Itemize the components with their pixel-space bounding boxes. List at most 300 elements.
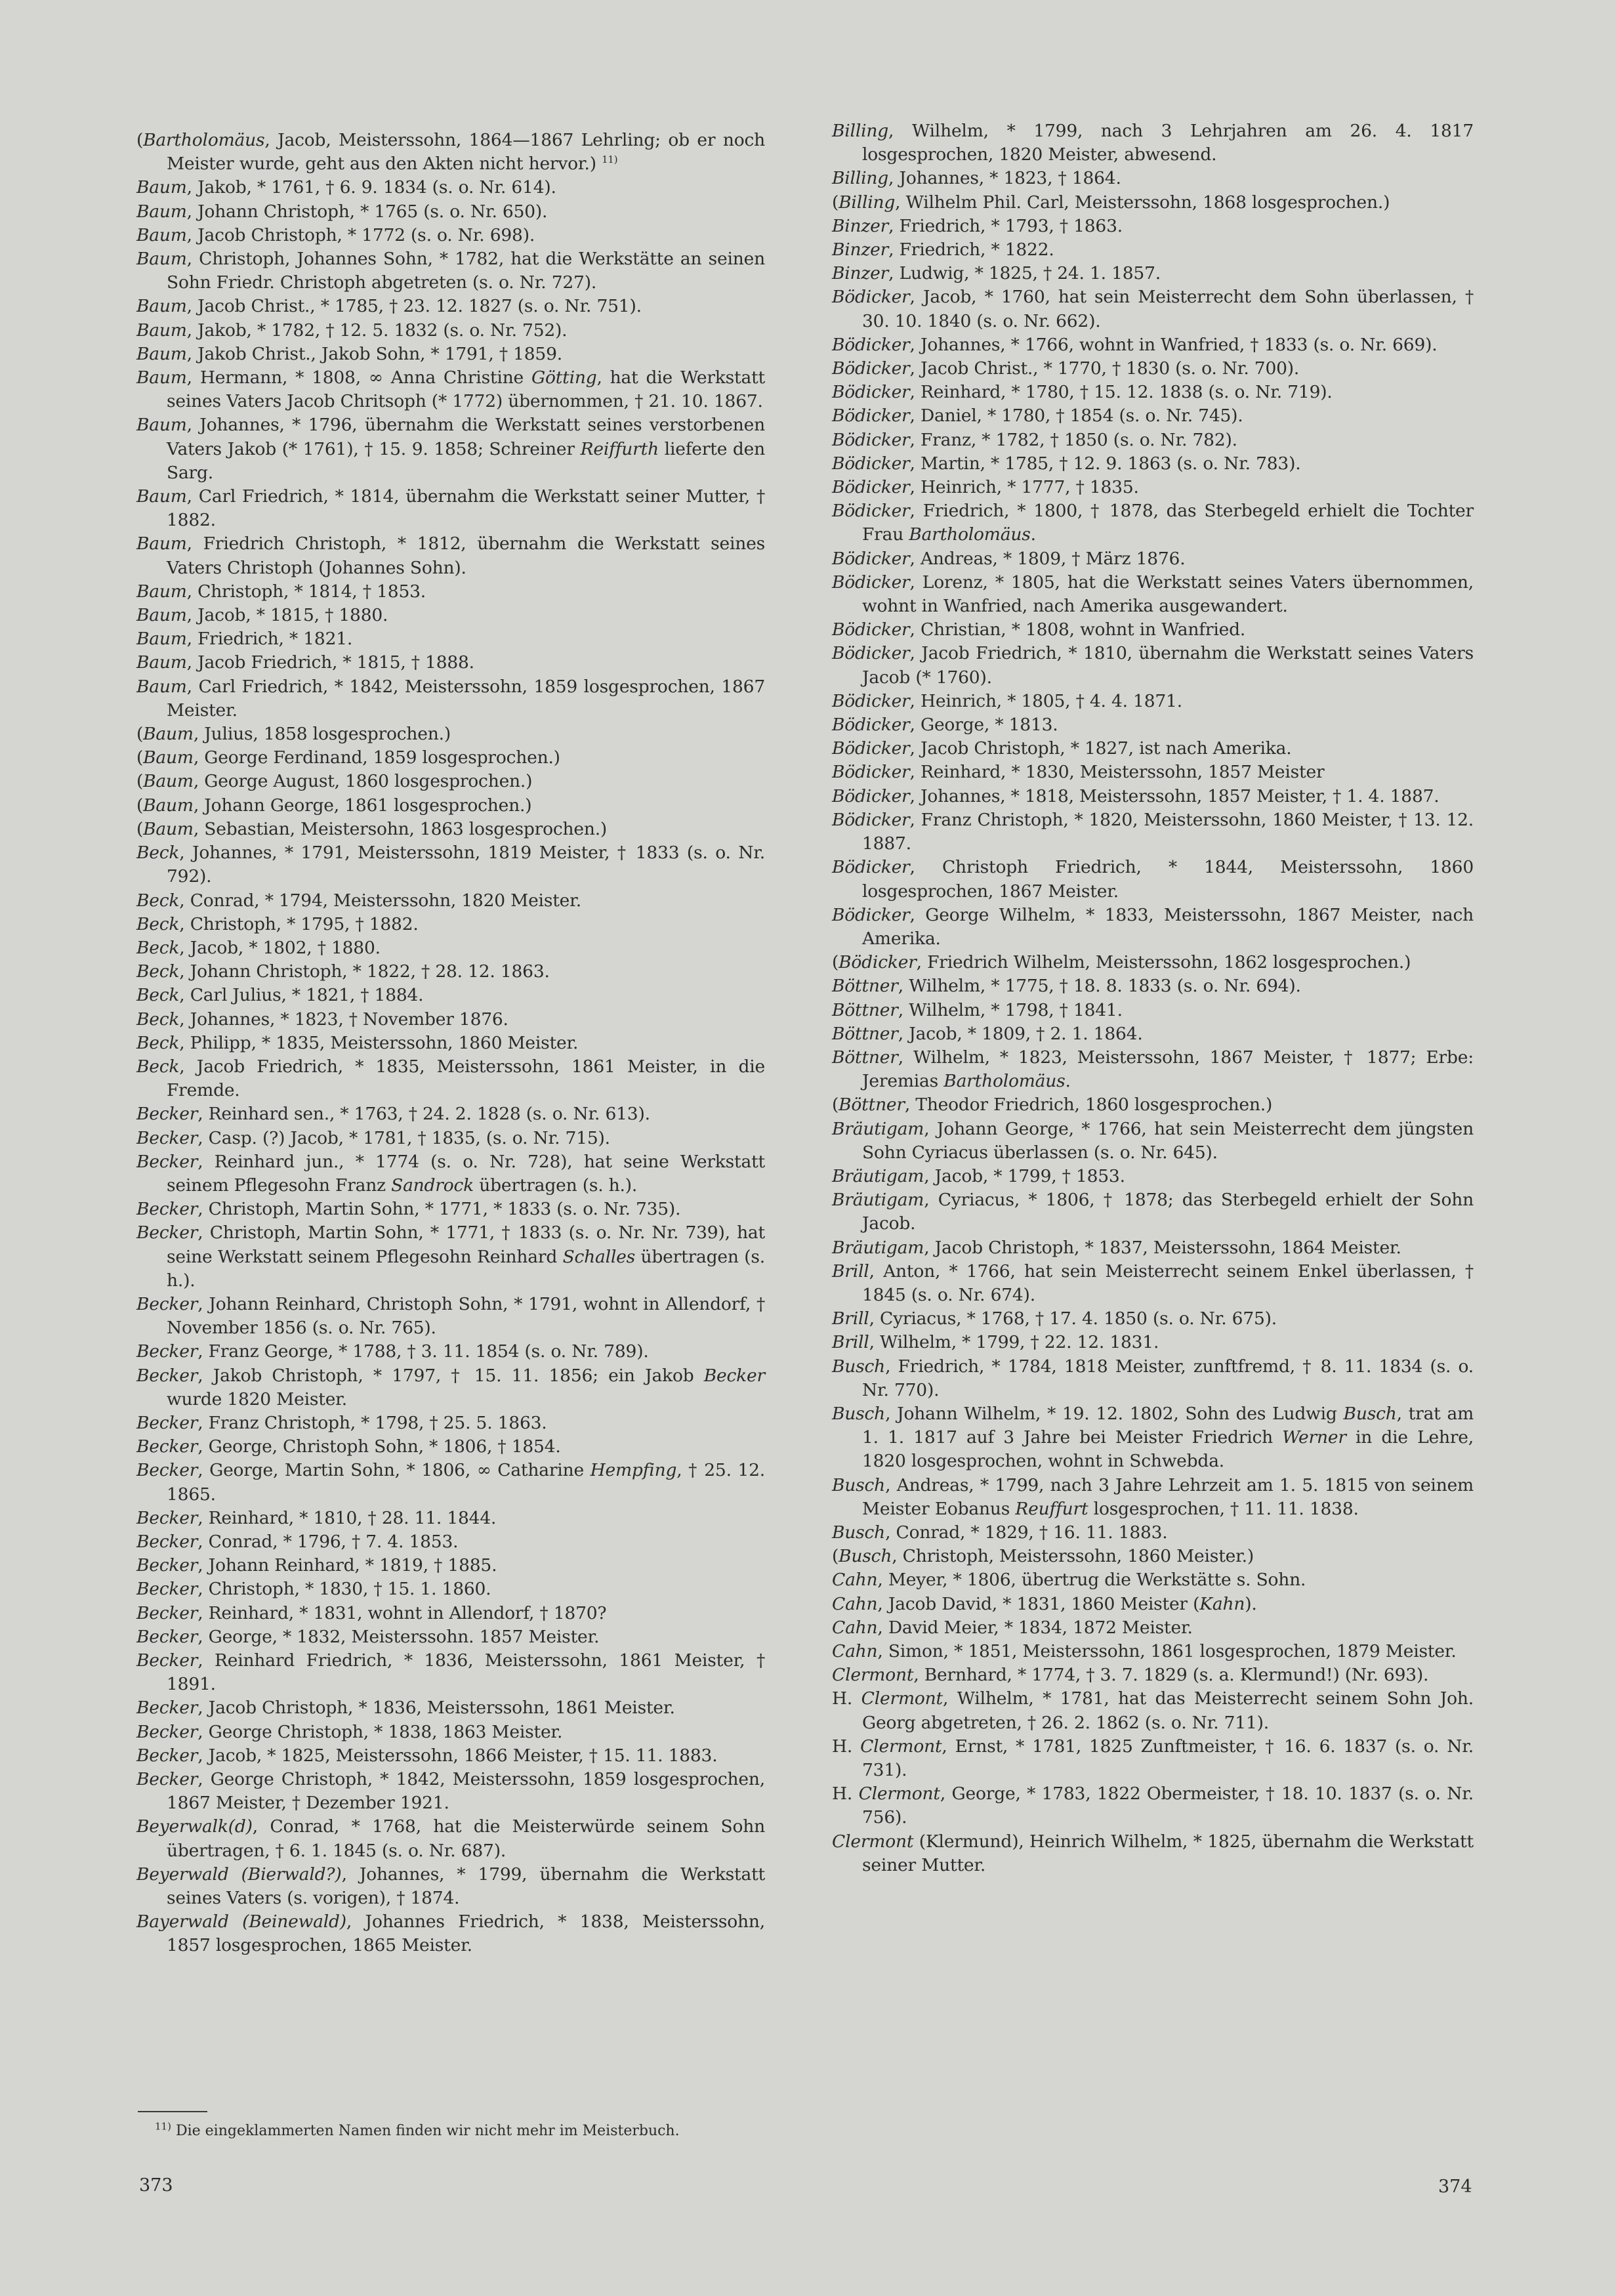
- entry-text: , Christian, * 1808, wohnt in Wanfried.: [909, 619, 1246, 640]
- entry-text: , Jakob Christoph, * 1797, † 15. 11. 1856; ein Jakob: [197, 1365, 704, 1386]
- entry-text: , Jacob, Meisterssohn, 1864—1867 Lehrling; ob er noch Meister wurde, geht aus den Akten nicht hervor.): [167, 130, 765, 175]
- surname-italic: Hempfing: [590, 1460, 677, 1481]
- entry-text: , Friedrich Wilhelm, Meisterssohn, 1862 losgesprochen.): [916, 952, 1411, 973]
- entry-text: , Christoph, Johannes Sohn, * 1782, hat die Werkstätte an seinen Sohn Friedr. Christoph abgetreten (s. o. Nr. 727).: [167, 249, 765, 293]
- entry-text: , Wilhelm, * 1775, † 18. 8. 1833 (s. o. Nr. 694).: [898, 976, 1301, 997]
- surname-italic: Clermont: [832, 1831, 914, 1852]
- register-entry: [136, 1127, 765, 1150]
- surname-italic: Böttner: [832, 999, 898, 1020]
- entry-text: , Johann Reinhard, Christoph Sohn, * 1791, wohnt in Allendorf, † November 1856 (s. o. Nr. 765).: [167, 1293, 765, 1339]
- surname-italic: Baum: [136, 652, 187, 673]
- entry-text: (: [832, 1095, 839, 1116]
- register-entry: [832, 476, 1474, 499]
- entry-text: (: [136, 747, 144, 768]
- surname-italic: Becker: [136, 1222, 198, 1243]
- register-entry: [136, 818, 765, 841]
- surname-italic: Böttner: [832, 976, 898, 997]
- surname-italic: Beck: [136, 961, 180, 982]
- entry-text: , Hermann, * 1808, ∞ Anna Christine: [186, 367, 531, 388]
- entry-text: , Friedrich, * 1784, 1818 Meister, zunftfremd, † 8. 11. 1834 (s. o. Nr. 770).: [862, 1356, 1474, 1400]
- entry-text: , Christoph Friedrich, * 1844, Meisterssohn, 1860 losgesprochen, 1867 Meister.: [862, 857, 1474, 902]
- entry-text: , Jakob Christ., Jakob Sohn, * 1791, † 1859.: [186, 343, 562, 364]
- register-entry: [136, 1293, 765, 1340]
- register-entry: [136, 1364, 765, 1411]
- entry-text: , Daniel, * 1780, † 1854 (s. o. Nr. 745).: [909, 406, 1243, 427]
- surname-italic: Bödicker: [832, 358, 910, 379]
- register-entry: [136, 129, 765, 176]
- surname-italic: Werner: [1282, 1427, 1346, 1448]
- register-entry: [832, 1355, 1474, 1402]
- surname-italic: Bödicker: [832, 904, 910, 925]
- register-entry: [832, 1331, 1474, 1354]
- register-entry: [136, 1459, 765, 1506]
- register-entry: [832, 1735, 1474, 1782]
- register-entry: [136, 1744, 765, 1768]
- register-entry: [832, 285, 1474, 333]
- entry-text: , Jacob, * 1760, hat sein Meisterrecht dem Sohn überlassen, † 30. 10. 1840 (s. o. Nr. 662).: [862, 287, 1474, 331]
- register-entry: [832, 1545, 1474, 1568]
- entry-text: , Christoph, * 1830, † 15. 1. 1860.: [197, 1579, 491, 1600]
- entry-text: , Bernhard, * 1774, † 3. 7. 1829 (s. a. Klermund!) (Nr. 693).: [913, 1665, 1429, 1686]
- entry-text: , Jacob, * 1809, † 2. 1. 1864.: [898, 1023, 1143, 1044]
- register-entry: [832, 262, 1474, 285]
- register-entry: [832, 119, 1474, 167]
- register-entry: [136, 1721, 765, 1744]
- entry-text: , Johann Christoph, * 1822, † 28. 12. 1863.: [179, 961, 550, 982]
- entry-text: , George Wilhelm, * 1833, Meisterssohn, 1867 Meister, nach Amerika.: [862, 904, 1474, 949]
- surname-italic: Clermont: [858, 1784, 940, 1805]
- surname-italic: Becker: [136, 1127, 198, 1148]
- entry-text: , Jacob Friedrich, * 1810, übernahm die Werkstatt seines Vaters Jacob (* 1760).: [862, 643, 1474, 688]
- entry-text: , Conrad, * 1796, † 7. 4. 1853.: [197, 1531, 459, 1552]
- surname-italic: Brill: [832, 1332, 869, 1353]
- entry-text: , trat am 1. 1. 1817 auf 3 Jahre bei Meister Friedrich: [862, 1403, 1474, 1448]
- entry-text: , Wilhelm, * 1799, † 22. 12. 1831.: [869, 1332, 1159, 1353]
- entry-text: , Jacob Friedrich, * 1835, Meisterssohn, 1861 Meister, in die Fremde.: [167, 1056, 765, 1101]
- surname-italic: Beyerwalk(d): [136, 1816, 253, 1837]
- entry-text: losgesprochen, † 11. 11. 1838.: [1088, 1498, 1359, 1519]
- register-entry: [832, 1593, 1474, 1616]
- register-entry: [832, 642, 1474, 689]
- entry-text: lieferte den Sarg.: [167, 438, 765, 483]
- surname-italic: Böttner: [832, 1023, 898, 1044]
- entry-text: , Jacob, * 1802, † 1880.: [179, 937, 381, 958]
- page-number-right: 374: [1438, 2177, 1472, 2197]
- register-entry: [832, 737, 1474, 761]
- entry-text: ).: [1245, 1593, 1257, 1614]
- surname-italic: Bräutigam: [832, 1118, 924, 1139]
- register-entry: [832, 1093, 1474, 1117]
- register-entry: [136, 1102, 765, 1126]
- entry-text: , Meyer, * 1806, übertrug die Werkstätte s. Sohn.: [877, 1570, 1306, 1591]
- register-entry: [136, 1008, 765, 1032]
- surname-italic: Becker: [136, 1602, 198, 1623]
- entry-text: , Cyriacus, * 1768, † 17. 4. 1850 (s. o. Nr. 675).: [869, 1308, 1277, 1329]
- surname-italic: Becker: [136, 1199, 198, 1220]
- entry-text: , Jacob Christoph, * 1837, Meisterssohn, 1864 Meister.: [924, 1237, 1401, 1258]
- register-entry: [136, 1340, 765, 1364]
- entry-text: , Johannes Friedrich, * 1838, Meisterssohn, 1857 losgesprochen, 1865 Meister.: [167, 1911, 765, 1956]
- surname-italic: Bartholomäus: [143, 130, 265, 150]
- entry-text: , Conrad, * 1794, Meisterssohn, 1820 Meister.: [179, 890, 581, 911]
- surname-italic: Bödicker: [832, 738, 910, 759]
- entry-text: , Johannes, * 1796, übernahm die Werkstatt seines verstorbenen Vaters Jakob (* 1761), † 15. 9. 1858; Schreiner: [167, 415, 765, 459]
- surname-italic: Schalles: [562, 1246, 636, 1267]
- entry-text: H.: [832, 1736, 861, 1757]
- entry-text: , Reinhard, * 1830, Meisterssohn, 1857 Meister: [909, 762, 1325, 783]
- register-entry: [832, 357, 1474, 381]
- entry-text: , Ernst, * 1781, 1825 Zunftmeister, † 16. 6. 1837 (s. o. Nr. 731).: [862, 1736, 1474, 1781]
- entry-text: , Andreas, * 1809, † März 1876.: [909, 548, 1186, 569]
- entry-text: , Carl Friedrich, * 1842, Meisterssohn, 1859 losgesprochen, 1867 Meister.: [167, 676, 765, 720]
- entry-text: (: [136, 130, 144, 150]
- register-entry: [832, 1782, 1474, 1829]
- entry-text: , Wilhelm, * 1781, hat das Meisterrecht seinem Sohn Joh. Georg abgetreten, † 26. 2. 1862 (s. o. Nr. 711).: [862, 1688, 1474, 1733]
- register-entry: [136, 1625, 765, 1649]
- surname-italic: Baum: [143, 724, 194, 745]
- entry-text: , Jacob Christoph, * 1836, Meisterssohn, 1861 Meister.: [197, 1698, 675, 1719]
- entry-text: , Heinrich, * 1805, † 4. 4. 1871.: [909, 690, 1182, 711]
- surname-italic: Beck: [136, 1056, 180, 1077]
- entry-text: , Johann Reinhard, * 1819, † 1885.: [197, 1555, 497, 1576]
- surname-italic: Binzer: [832, 263, 889, 284]
- entry-text: , Conrad, * 1829, † 16. 11. 1883.: [885, 1522, 1168, 1543]
- surname-italic: Becker: [136, 1745, 198, 1766]
- surname-italic: Beck: [136, 1032, 180, 1053]
- register-entry: [832, 904, 1474, 951]
- surname-italic: Binzer: [832, 215, 889, 236]
- register-entry: [136, 1507, 765, 1530]
- register-entry: [832, 452, 1474, 476]
- surname-italic: Cahn: [832, 1570, 878, 1591]
- surname-italic: Baum: [136, 581, 187, 602]
- surname-italic: Busch: [1343, 1403, 1397, 1424]
- surname-italic: Bödicker: [832, 690, 910, 711]
- register-entry: [136, 604, 765, 627]
- register-entry: [832, 191, 1474, 215]
- register-entry: [832, 1307, 1474, 1331]
- register-entry: [832, 404, 1474, 428]
- surname-italic: Beck: [136, 913, 180, 934]
- surname-italic: Becker: [136, 1436, 198, 1457]
- entry-text: , Johannes, * 1818, Meisterssohn, 1857 Meister, † 1. 4. 1887.: [909, 785, 1440, 806]
- entry-text: , Franz George, * 1788, † 3. 11. 1854 (s. o. Nr. 789).: [197, 1341, 649, 1362]
- register-entry: [832, 167, 1474, 190]
- entry-text: , Friedrich, * 1793, † 1863.: [888, 215, 1123, 236]
- register-entry: [832, 547, 1474, 571]
- surname-italic: Cahn: [832, 1641, 878, 1661]
- entry-text: , George, Christoph Sohn, * 1806, † 1854.: [197, 1436, 561, 1457]
- entry-text: (: [832, 952, 839, 973]
- register-entry: [832, 808, 1474, 856]
- register-entry: [136, 1435, 765, 1459]
- surname-italic: Böttner: [839, 1095, 905, 1116]
- register-entry: [136, 770, 765, 793]
- register-entry: [832, 1260, 1474, 1307]
- entry-text: übertragen (s. h.).: [167, 1246, 765, 1291]
- entry-text: , Wilhelm, * 1823, Meisterssohn, 1867 Meister, † 1877; Erbe: Jeremias: [862, 1047, 1474, 1092]
- register-entry: [136, 889, 765, 913]
- entry-text: , Johannes, * 1799, übernahm die Werkstatt seines Vaters (s. vorigen), † 1874.: [167, 1864, 765, 1909]
- register-entry: [832, 1046, 1474, 1093]
- entry-text: , George Christoph, * 1842, Meisterssohn, 1859 losgesprochen, 1867 Meister, † Dezember 1921.: [167, 1769, 765, 1814]
- register-entry: [136, 1150, 765, 1198]
- surname-italic: Beck: [136, 843, 180, 864]
- register-entry: [136, 580, 765, 604]
- surname-italic: Baum: [136, 629, 187, 650]
- register-entry: [136, 1863, 765, 1910]
- surname-italic: Bödicker: [832, 643, 910, 664]
- register-entry: [136, 295, 765, 318]
- register-entry: [832, 1640, 1474, 1663]
- register-entry: [136, 413, 765, 485]
- surname-italic: Baum: [143, 747, 194, 768]
- surname-italic: Baum: [136, 676, 187, 697]
- surname-italic: Sandrock: [391, 1175, 474, 1196]
- register-entry: [832, 785, 1474, 808]
- entry-text: , Friedrich, * 1800, † 1878, das Sterbegeld erhielt die Tochter Frau: [862, 501, 1474, 545]
- entry-text: , Franz Christoph, * 1820, Meisterssohn, 1860 Meister, † 13. 12. 1887.: [862, 809, 1474, 854]
- entry-text: , Jacob Christ., * 1785, † 23. 12. 1827 (s. o. Nr. 751).: [186, 296, 642, 317]
- entry-text: , Christoph, Martin Sohn, * 1771, † 1833 (s. o. Nr. Nr. 739), hat seine Werkstatt seinem Pflegesohn Reinhard: [167, 1222, 765, 1267]
- register-entry: [832, 1188, 1474, 1236]
- surname-italic: Kahn: [1199, 1593, 1245, 1614]
- surname-italic: Clermont: [860, 1736, 942, 1757]
- surname-italic: Baum: [136, 320, 187, 341]
- register-entry: [832, 1663, 1474, 1687]
- entry-text: übertragen (s. h.).: [474, 1175, 638, 1196]
- right-page-column: [832, 119, 1474, 1877]
- entry-text: , George, Martin Sohn, * 1806, ∞ Catharine: [197, 1460, 590, 1481]
- surname-italic: Baum: [136, 296, 187, 317]
- entry-text: , Christoph, * 1795, † 1882.: [179, 913, 419, 934]
- surname-italic: Bödicker: [832, 382, 910, 403]
- entry-text: , Jacob David, * 1831, 1860 Meister (: [877, 1593, 1200, 1614]
- entry-text: , Friedrich, * 1821.: [186, 629, 353, 650]
- register-entry: [136, 1032, 765, 1055]
- register-entry: [832, 1616, 1474, 1640]
- entry-text: .: [1065, 1071, 1071, 1092]
- register-entry: [136, 1696, 765, 1720]
- register-entry: [136, 913, 765, 936]
- footnote-text: Die eingeklammerten Namen finden wir nicht mehr im Meisterbuch.: [175, 2123, 680, 2139]
- surname-italic: Bödicker: [832, 715, 910, 736]
- entry-text: (: [136, 818, 144, 839]
- entry-text: , Wilhelm Phil. Carl, Meisterssohn, 1868 losgesprochen.): [895, 192, 1390, 213]
- register-entry: [136, 651, 765, 675]
- surname-italic: Baum: [143, 818, 194, 839]
- entry-text: , Reinhard, * 1831, wohnt in Allendorf, † 1870?: [197, 1602, 607, 1623]
- surname-italic: Baum: [136, 201, 187, 222]
- entry-text: wurde 1820 Meister.: [167, 1388, 347, 1409]
- surname-italic: Bartholomäus: [909, 524, 1031, 545]
- surname-italic: Busch: [832, 1356, 886, 1377]
- surname-italic: Bräutigam: [832, 1165, 924, 1186]
- surname-italic: Bödicker: [832, 548, 910, 569]
- surname-italic: Becker: [703, 1365, 765, 1386]
- surname-italic: Bödicker: [832, 477, 910, 498]
- surname-italic: Götting: [531, 367, 597, 388]
- surname-italic: Clermont: [861, 1688, 943, 1709]
- surname-italic: Binzer: [832, 240, 889, 261]
- register-entry: [832, 951, 1474, 974]
- entry-text: , Lorenz, * 1805, hat die Werkstatt seines Vaters übernommen, wohnt in Wanfried, nach Amerika ausgewandert.: [862, 572, 1474, 617]
- register-entry: [136, 1910, 765, 1957]
- surname-italic: Becker: [136, 1769, 198, 1790]
- surname-italic: Bayerwald (Beinewald): [136, 1911, 346, 1932]
- surname-italic: Becker: [136, 1341, 198, 1362]
- surname-italic: Becker: [136, 1365, 198, 1386]
- register-entry: [832, 1521, 1474, 1545]
- surname-italic: Becker: [136, 1151, 198, 1172]
- surname-italic: Becker: [136, 1650, 198, 1671]
- register-entry: [136, 224, 765, 247]
- surname-italic: Billing: [832, 121, 889, 141]
- entry-text: , George, * 1783, 1822 Obermeister, † 18. 10. 1837 (s. o. Nr. 756).: [862, 1784, 1474, 1828]
- surname-italic: Böttner: [832, 1047, 898, 1068]
- surname-italic: Becker: [136, 1698, 198, 1719]
- entry-text: (Klermund), Heinrich Wilhelm, * 1825, übernahm die Werkstatt seiner Mutter.: [862, 1831, 1474, 1875]
- entry-text: , Jacob, * 1815, † 1880.: [186, 605, 388, 626]
- entry-text: , Julius, 1858 losgesprochen.): [193, 724, 451, 745]
- surname-italic: Brill: [832, 1261, 869, 1282]
- register-entry: [136, 936, 765, 960]
- surname-italic: Reiffurth: [580, 438, 659, 459]
- entry-text: , Carl Friedrich, * 1814, übernahm die Werkstatt seiner Mutter, † 1882.: [167, 486, 765, 531]
- entry-text: , Johannes, * 1766, wohnt in Wanfried, † 1833 (s. o. Nr. 669).: [909, 334, 1438, 355]
- footnote-divider: [138, 2111, 207, 2112]
- entry-text: , Martin, * 1785, † 12. 9. 1863 (s. o. Nr. 783).: [909, 453, 1301, 474]
- entry-text: , George, * 1832, Meisterssohn. 1857 Meister.: [197, 1626, 600, 1647]
- left-page-column: [136, 129, 765, 1958]
- entry-text: , Franz, * 1782, † 1850 (s. o. Nr. 782).: [909, 429, 1237, 450]
- register-entry: [832, 1022, 1474, 1046]
- surname-italic: Becker: [136, 1460, 198, 1481]
- entry-text: , Jacob, * 1799, † 1853.: [924, 1165, 1125, 1186]
- page-number-left: 373: [139, 2175, 173, 2196]
- surname-italic: Beyerwald (Bierwald?): [136, 1864, 342, 1885]
- footnote-ref: 11): [602, 154, 618, 166]
- surname-italic: Bartholomäus: [943, 1071, 1066, 1092]
- entry-text: , hat die Werkstatt seines Vaters Jacob Chritsoph (* 1772) übernommen, † 21. 10. 1867.: [167, 367, 765, 412]
- entry-text: , Sebastian, Meistersohn, 1863 losgesprochen.): [193, 818, 608, 839]
- entry-text: , Cyriacus, * 1806, † 1878; das Sterbegeld erhielt der Sohn Jacob.: [862, 1190, 1474, 1234]
- surname-italic: Bödicker: [832, 619, 910, 640]
- register-entry: [832, 690, 1474, 713]
- register-entry: [832, 1687, 1474, 1734]
- entry-text: , Friedrich Christoph, * 1812, übernahm die Werkstatt seines Vaters Christoph (Johannes Sohn).: [167, 533, 765, 578]
- entry-text: , Theodor Friedrich, 1860 losgesprochen.): [904, 1095, 1273, 1116]
- entry-text: , Franz Christoph, * 1798, † 25. 5. 1863.: [197, 1412, 547, 1433]
- surname-italic: Baum: [143, 795, 194, 816]
- entry-text: , Jacob Friedrich, * 1815, † 1888.: [186, 652, 474, 673]
- entry-text: , Ludwig, * 1825, † 24. 1. 1857.: [888, 263, 1161, 284]
- surname-italic: Baum: [136, 415, 187, 436]
- surname-italic: Cahn: [832, 1593, 878, 1614]
- entry-text: , Jacob, * 1825, Meisterssohn, 1866 Meister, † 15. 11. 1883.: [197, 1745, 718, 1766]
- surname-italic: Brill: [832, 1308, 869, 1329]
- register-entry: [832, 1402, 1474, 1474]
- register-entry: [832, 1830, 1474, 1877]
- surname-italic: Billing: [832, 168, 889, 189]
- register-entry: [832, 856, 1474, 903]
- entry-text: , Reinhard jun., * 1774 (s. o. Nr. 728), hat seine Werkstatt seinem Pflegesohn Franz: [167, 1151, 765, 1196]
- entry-text: , David Meier, * 1834, 1872 Meister.: [877, 1617, 1193, 1638]
- surname-italic: Busch: [832, 1522, 886, 1543]
- register-entry: [136, 1577, 765, 1601]
- register-entry: [832, 381, 1474, 404]
- surname-italic: Reuffurt: [1015, 1498, 1088, 1519]
- entry-text: (: [832, 192, 839, 213]
- surname-italic: Becker: [136, 1507, 198, 1528]
- register-entry: [136, 532, 765, 579]
- register-entry: [136, 746, 765, 770]
- surname-italic: Becker: [136, 1104, 198, 1125]
- register-entry: [832, 1236, 1474, 1260]
- register-entry: [136, 247, 765, 295]
- entry-text: , Johann Wilhelm, * 19. 12. 1802, Sohn des Ludwig: [885, 1403, 1344, 1424]
- register-entry: [136, 1768, 765, 1815]
- register-entry: [136, 1055, 765, 1102]
- register-entry: [136, 319, 765, 343]
- surname-italic: Baum: [136, 224, 187, 245]
- surname-italic: Becker: [136, 1412, 198, 1433]
- entry-text: , Andreas, * 1799, nach 3 Jahre Lehrzeit am 1. 5. 1815 von seinem Meister Eobanus: [862, 1474, 1474, 1519]
- register-entry: [136, 1602, 765, 1625]
- register-entry: [832, 499, 1474, 547]
- surname-italic: Bödicker: [832, 809, 910, 830]
- surname-italic: Bödicker: [832, 857, 910, 878]
- surname-italic: Bödicker: [832, 501, 910, 522]
- surname-italic: Bräutigam: [832, 1190, 924, 1211]
- register-entry: [832, 1568, 1474, 1592]
- surname-italic: Becker: [136, 1531, 198, 1552]
- entry-text: , Conrad, * 1768, hat die Meisterwürde seinem Sohn übertragen, † 6. 1. 1845 (s. o. Nr. 687).: [167, 1816, 765, 1861]
- entry-text: , George August, 1860 losgesprochen.): [193, 771, 533, 792]
- surname-italic: Bödicker: [832, 406, 910, 427]
- entry-text: , Philipp, * 1835, Meisterssohn, 1860 Meister.: [179, 1032, 579, 1053]
- surname-italic: Becker: [136, 1579, 198, 1600]
- register-entry: [832, 1117, 1474, 1165]
- entry-text: , Wilhelm, * 1798, † 1841.: [898, 999, 1123, 1020]
- register-entry: [136, 1815, 765, 1862]
- surname-italic: Bödicker: [832, 334, 910, 355]
- surname-italic: Baum: [136, 177, 187, 198]
- entry-text: , Reinhard Friedrich, * 1836, Meisterssohn, 1861 Meister, † 1891.: [167, 1650, 765, 1695]
- entry-text: , Johannes, * 1791, Meisterssohn, 1819 Meister, † 1833 (s. o. Nr. 792).: [167, 843, 765, 887]
- entry-text: , Reinhard, * 1780, † 15. 12. 1838 (s. o. Nr. 719).: [909, 382, 1333, 403]
- entry-text: (: [136, 771, 144, 792]
- register-entry: [136, 722, 765, 746]
- surname-italic: Becker: [136, 1721, 198, 1742]
- surname-italic: Bödicker: [832, 572, 910, 593]
- register-entry: [832, 1165, 1474, 1188]
- entry-text: , Johannes, * 1823, † November 1876.: [179, 1009, 508, 1030]
- entry-text: , Simon, * 1851, Meisterssohn, 1861 losgesprochen, 1879 Meister.: [877, 1641, 1457, 1661]
- register-entry: [832, 713, 1474, 737]
- register-entry: [136, 176, 765, 199]
- entry-text: , Jacob Christoph, * 1827, ist nach Amerika.: [909, 738, 1292, 759]
- register-entry: [136, 1649, 765, 1696]
- surname-italic: Busch: [839, 1546, 892, 1567]
- entry-text: , Christoph, Meisterssohn, 1860 Meister.): [892, 1546, 1254, 1567]
- register-entry: [136, 1530, 765, 1554]
- entry-text: , Wilhelm, * 1799, nach 3 Lehrjahren am 26. 4. 1817 losgesprochen, 1820 Meister, abwesend.: [862, 121, 1474, 165]
- entry-text: in die Lehre, 1820 losgesprochen, wohnt in Schwebda.: [862, 1427, 1474, 1472]
- surname-italic: Clermont: [832, 1665, 914, 1686]
- register-entry: [136, 1221, 765, 1293]
- surname-italic: Beck: [136, 1009, 180, 1030]
